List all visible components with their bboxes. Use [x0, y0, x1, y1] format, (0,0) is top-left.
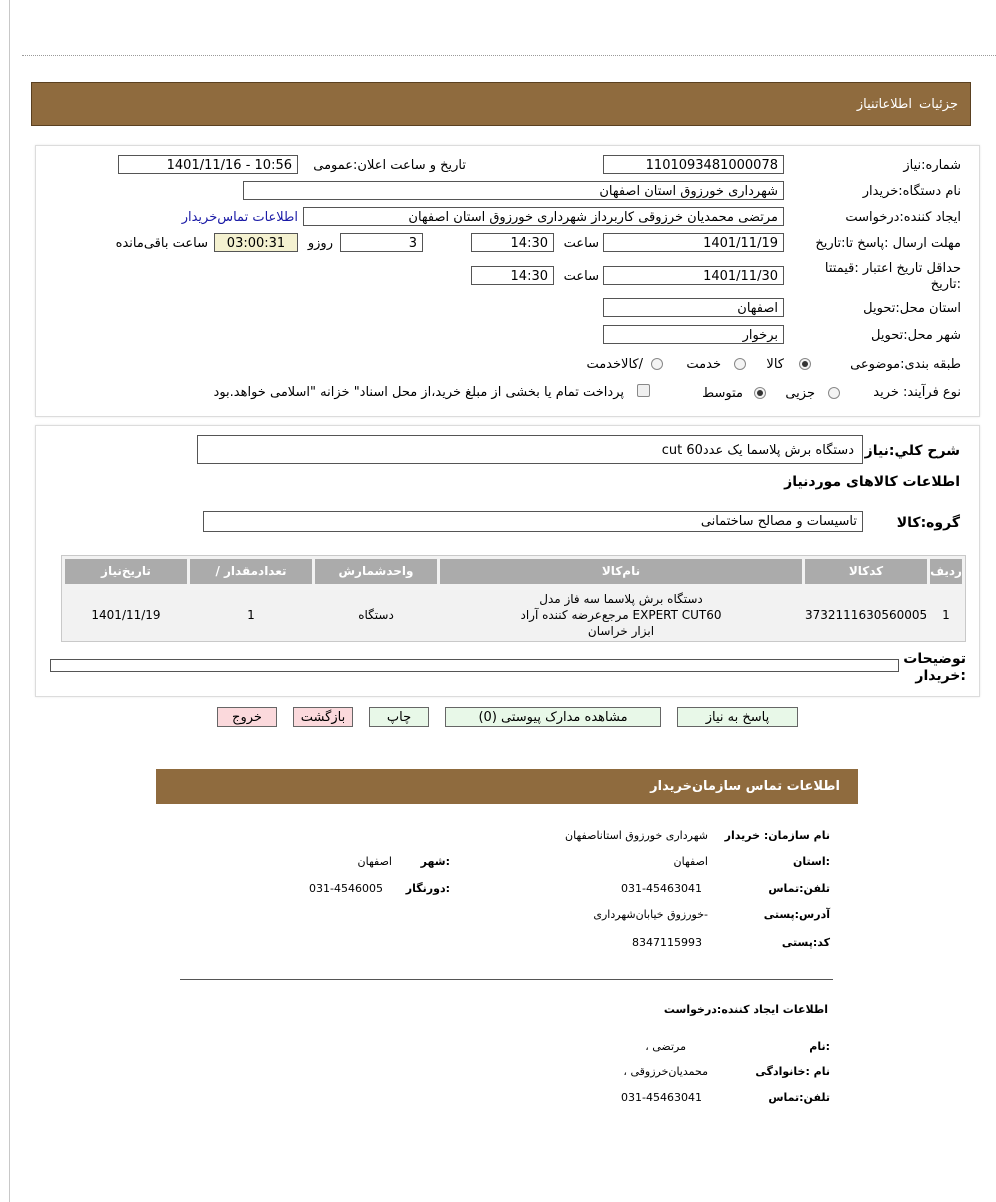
col-qty-header: / تعدادمقدار	[190, 559, 312, 584]
postal-code-value: 8347115993	[632, 936, 702, 949]
creator-family-label: نام :خانوادگی	[755, 1065, 830, 1078]
contact-province-label: :استان	[793, 855, 830, 868]
cell-date: 1401/11/19	[91, 608, 161, 622]
contact-city-value: اصفهان	[357, 855, 392, 868]
goods-table	[61, 555, 966, 642]
treasury-payment-note: پرداخت تمام یا بخشی از مبلغ خرید،از محل اسناد" خزانه "اسلامی خواهد.بود	[213, 385, 624, 400]
category-service-label: خدمت	[686, 357, 721, 372]
cell-row: 1	[942, 608, 950, 622]
reply-time-field: 14:30	[471, 233, 554, 252]
creator-label: ایجاد کننده:درخواست	[845, 210, 961, 225]
view-attachments-button[interactable]: مشاهده مدارک پیوستی (0)	[445, 707, 661, 727]
col-row-header: ردیف	[930, 559, 962, 584]
buyer-contact-title: اطلاعات تماس سازمان‌خریدار	[650, 779, 840, 794]
contact-fax-value: 031-4546005	[309, 882, 383, 895]
buyer-notes-label-2: :خریدار	[915, 668, 966, 684]
contact-city-label: :شهر	[420, 855, 450, 868]
validity-label-2: :تاریخ	[930, 277, 961, 292]
process-type-label: نوع فرآیند: خرید	[873, 385, 961, 400]
days-label: روزو	[307, 236, 333, 251]
validity-date-field: 1401/11/30	[603, 266, 784, 285]
reply-button[interactable]: پاسخ به نیاز	[677, 707, 798, 727]
postal-code-label: کد:پستی	[781, 936, 830, 949]
org-name-label: نام سازمان: خریدار	[724, 829, 830, 842]
goods-group-field: تاسیسات و مصالح ساختمانی	[203, 511, 863, 532]
category-service-radio[interactable]	[734, 358, 746, 370]
tab-need-info[interactable]: اطلاعاتنیاز	[856, 97, 912, 112]
print-button[interactable]: چاپ	[369, 707, 429, 727]
creator-name-label: :نام	[809, 1040, 830, 1053]
general-desc-label: شرح کلي:نیاز	[864, 443, 960, 459]
announce-date-field: 1401/11/16 - 10:56	[118, 155, 298, 174]
creator-phone-label: تلفن:تماس	[768, 1091, 830, 1104]
announce-date-label: تاریخ و ساعت اعلان:عمومی	[313, 158, 466, 173]
contact-province-value: اصفهان	[673, 855, 708, 868]
reply-deadline-label: مهلت ارسال :پاسخ تا:تاریخ	[815, 236, 961, 251]
cell-name-line3: ابزار خراسان	[587, 624, 655, 638]
cell-unit: دستگاه	[358, 608, 394, 622]
creator-phone-value: 031-45463041	[621, 1091, 702, 1104]
need-number-label: شماره:نیاز	[903, 158, 961, 173]
province-field: اصفهان	[603, 298, 784, 317]
exit-button[interactable]: خروج	[217, 707, 277, 727]
category-goods-service-label: /کالاخدمت	[586, 357, 643, 372]
back-button[interactable]: بازگشت	[293, 707, 353, 727]
category-goods-service-radio[interactable]	[651, 358, 663, 370]
top-divider	[22, 55, 996, 56]
address-value: -خورزوق خیابان‌شهرداری	[593, 908, 708, 921]
buyer-contact-header	[156, 769, 858, 804]
cell-code: 3732111630560005	[805, 608, 928, 622]
remaining-time-field: 03:00:31	[214, 233, 298, 252]
cell-qty: 1	[247, 608, 255, 622]
treasury-payment-checkbox[interactable]	[637, 384, 650, 397]
city-label: شهر محل:تحویل	[871, 328, 961, 343]
address-label: آدرس:پستی	[763, 908, 830, 921]
details-header-bar	[31, 82, 971, 126]
contact-fax-label: :دورنگار	[405, 882, 450, 895]
days-field: 3	[340, 233, 423, 252]
creator-name-value: مرتضی ،	[645, 1040, 686, 1053]
category-label: طبقه بندی:موضوعی	[850, 357, 961, 372]
tab-details[interactable]: جزئیات	[919, 97, 958, 112]
cell-name-line2: EXPERT CUT60 مرجع‌عرضه کننده آراد	[520, 608, 722, 622]
org-name-value: شهرداری خورزوق استاناصفهان	[565, 829, 708, 842]
goods-group-label: گروه:کالا	[896, 515, 960, 531]
validity-label: حداقل تاریخ اعتبار :قیمتتا	[824, 261, 961, 276]
contact-phone-label: تلفن:تماس	[768, 882, 830, 895]
creator-field: مرتضی محمدیان خرزوقی کاربرداز شهرداری خورزوق استان اصفهان	[303, 207, 784, 226]
goods-info-title: اطلاعات کالاهای موردنیاز	[784, 474, 960, 490]
process-medium-radio[interactable]	[754, 387, 766, 399]
creator-family-value: محمدیان‌خرزوقی ،	[623, 1065, 708, 1078]
city-field: برخوار	[603, 325, 784, 344]
col-date-header: تاریخ‌نیاز	[65, 559, 187, 584]
col-code-header: کدکالا	[805, 559, 927, 584]
buyer-contact-link[interactable]: اطلاعات تماس‌خریدار	[181, 210, 298, 225]
validity-time-field: 14:30	[471, 266, 554, 285]
reply-date-field: 1401/11/19	[603, 233, 784, 252]
province-label: استان محل:تحویل	[863, 301, 961, 316]
process-minor-radio[interactable]	[828, 387, 840, 399]
reply-hour-label: ساعت	[563, 236, 599, 251]
process-minor-label: جزیی	[785, 386, 815, 401]
col-name-header: نام‌کالا	[440, 559, 802, 584]
validity-hour-label: ساعت	[563, 269, 599, 284]
remaining-time-label: ساعت باقی‌مانده	[115, 236, 208, 251]
page-left-border	[9, 0, 10, 1202]
process-medium-label: متوسط	[702, 386, 743, 401]
creator-info-title: اطلاعات ایجاد کننده:درخواست	[663, 1003, 828, 1016]
general-desc-field: دستگاه برش پلاسما یک عدد60 cut	[197, 435, 863, 464]
contact-divider	[180, 979, 833, 980]
need-number-field: 1101093481000078	[603, 155, 784, 174]
buyer-org-field: شهرداری خورزوق استان اصفهان	[243, 181, 784, 200]
contact-phone-value: 031-45463041	[621, 882, 702, 895]
col-unit-header: واحدشمارش	[315, 559, 437, 584]
buyer-notes-field	[50, 659, 899, 672]
category-goods-radio[interactable]	[799, 358, 811, 370]
category-goods-label: کالا	[766, 357, 784, 372]
buyer-org-label: نام دستگاه:خریدار	[862, 184, 961, 199]
cell-name-line1: دستگاه برش پلاسما سه فاز مدل	[539, 592, 703, 606]
buyer-notes-label: توضیحات	[903, 651, 966, 667]
